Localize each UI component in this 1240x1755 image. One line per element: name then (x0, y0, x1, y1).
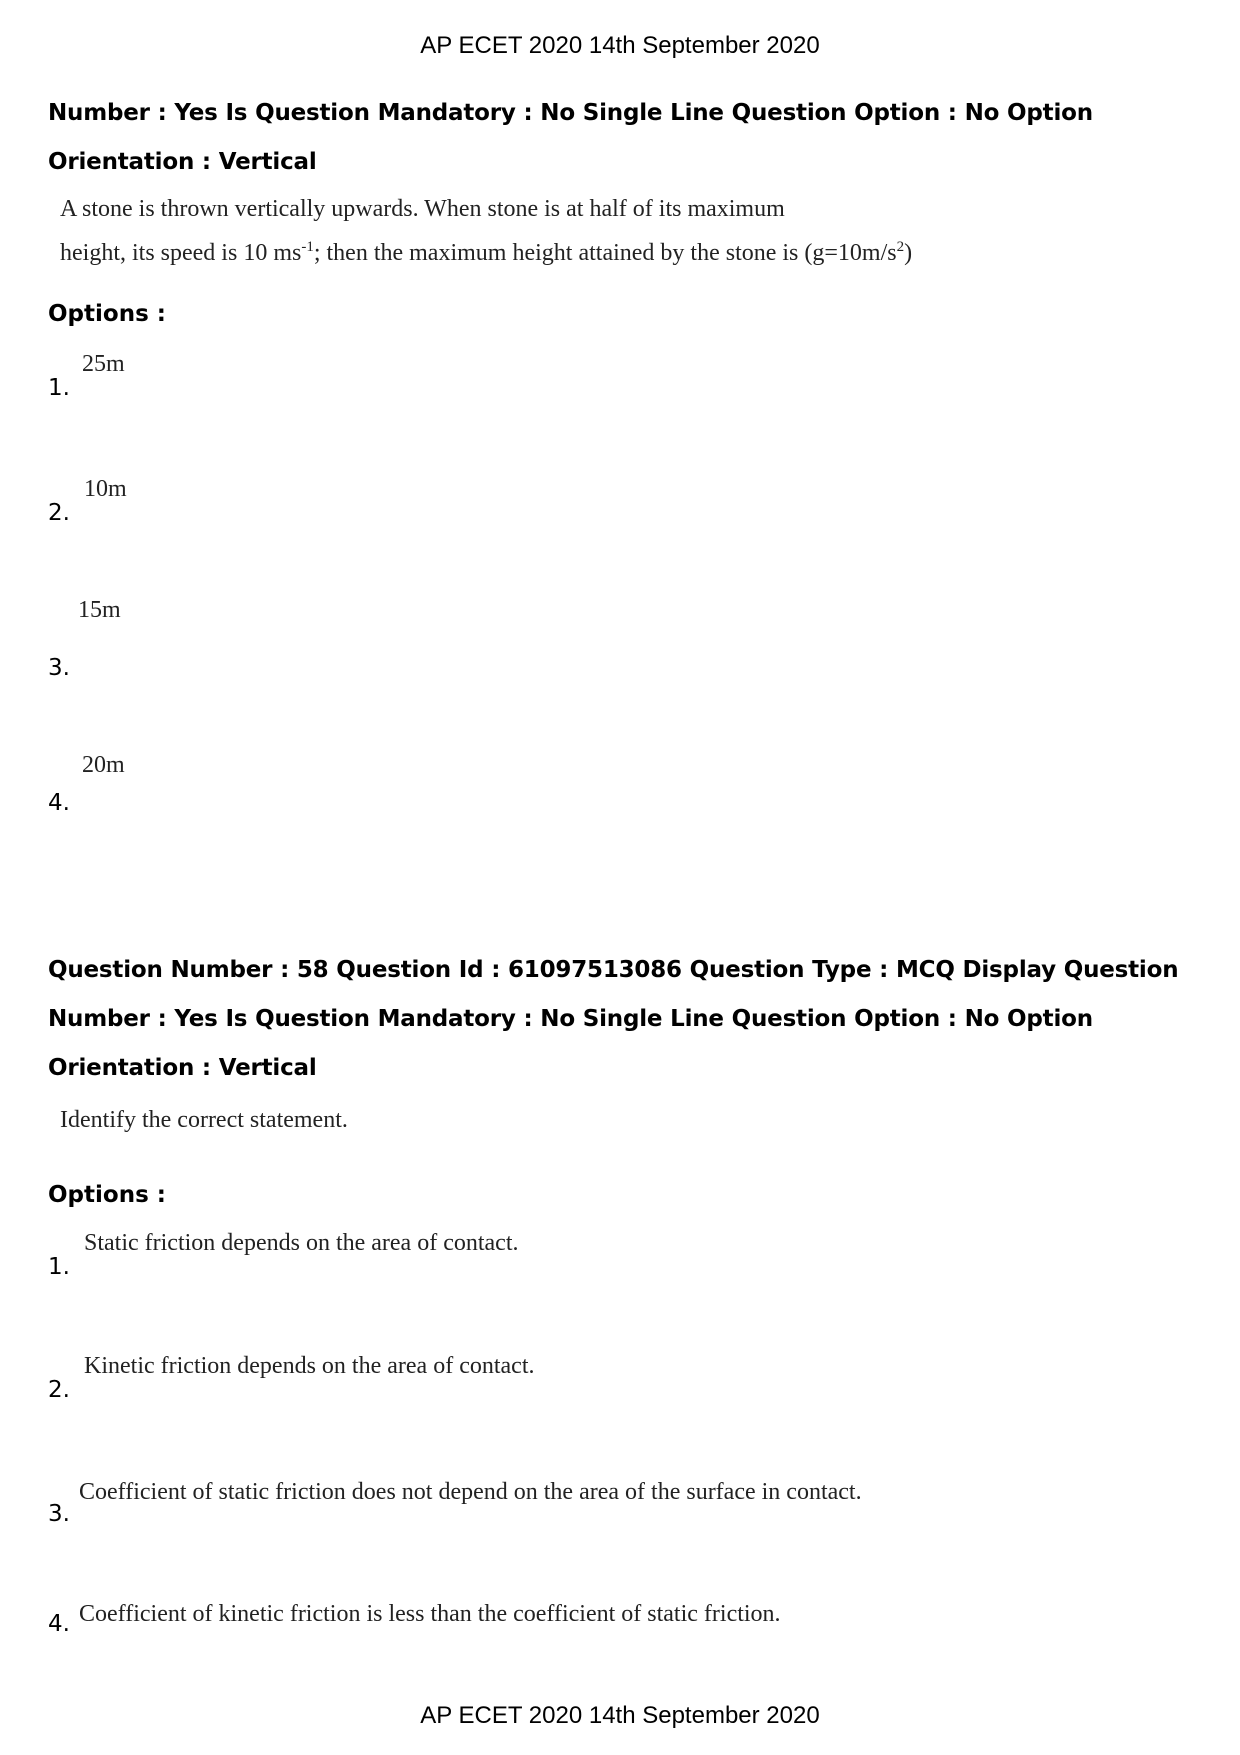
q58-option-3-number: 3. (48, 1501, 70, 1527)
q58-option-3-text: Coefficient of static friction does not depend on the area of the surface in contact. (79, 1479, 862, 1505)
q57-meta-line-1: Number : Yes Is Question Mandatory : No Single Line Question Option : No Option (48, 100, 1093, 126)
q58-meta-line-3: Orientation : Vertical (48, 1055, 317, 1081)
q57-option-4-text: 20m (82, 752, 125, 778)
q57-meta-line-2: Orientation : Vertical (48, 149, 317, 175)
q58-option-2-text: Kinetic friction depends on the area of contact. (84, 1353, 535, 1379)
q58-options-label: Options : (48, 1182, 166, 1208)
q57-text-sup-2: 2 (896, 239, 905, 255)
q57-option-3-text: 15m (78, 597, 121, 623)
q57-text-part-b: ; then the maximum height attained by the stone is (g=10m/s (313, 240, 897, 266)
page-footer: AP ECET 2020 14th September 2020 (420, 1702, 820, 1729)
q58-option-1-text: Static friction depends on the area of contact. (84, 1230, 519, 1256)
q58-option-4-number: 4. (48, 1611, 70, 1637)
q57-option-1-number: 1. (48, 375, 70, 401)
q57-option-2-number: 2. (48, 500, 70, 526)
q58-question-text: Identify the correct statement. (60, 1107, 348, 1133)
q57-option-2-text: 10m (84, 476, 127, 502)
q57-options-label: Options : (48, 301, 166, 327)
q58-meta-line-1: Question Number : 58 Question Id : 61097513086 Question Type : MCQ Display Question (48, 957, 1179, 983)
q57-question-text-line-2 (60, 228, 912, 272)
q58-option-1-number: 1. (48, 1254, 70, 1280)
q57-option-4-number: 4. (48, 790, 70, 816)
q57-text-sup-1: -1 (301, 239, 314, 255)
q58-option-4-text: Coefficient of kinetic friction is less than the coefficient of static friction. (79, 1601, 781, 1627)
q57-question-text-line-1: A stone is thrown vertically upwards. When stone is at half of its maximum (60, 196, 785, 222)
q58-meta-line-2: Number : Yes Is Question Mandatory : No Single Line Question Option : No Option (48, 1006, 1093, 1032)
q57-text-part-c: ) (904, 240, 913, 266)
page-header: AP ECET 2020 14th September 2020 (420, 32, 820, 59)
q57-option-3-number: 3. (48, 655, 70, 681)
q58-option-2-number: 2. (48, 1377, 70, 1403)
q57-option-1-text: 25m (82, 351, 125, 377)
q57-text-part-a: height, its speed is 10 ms (60, 240, 302, 266)
